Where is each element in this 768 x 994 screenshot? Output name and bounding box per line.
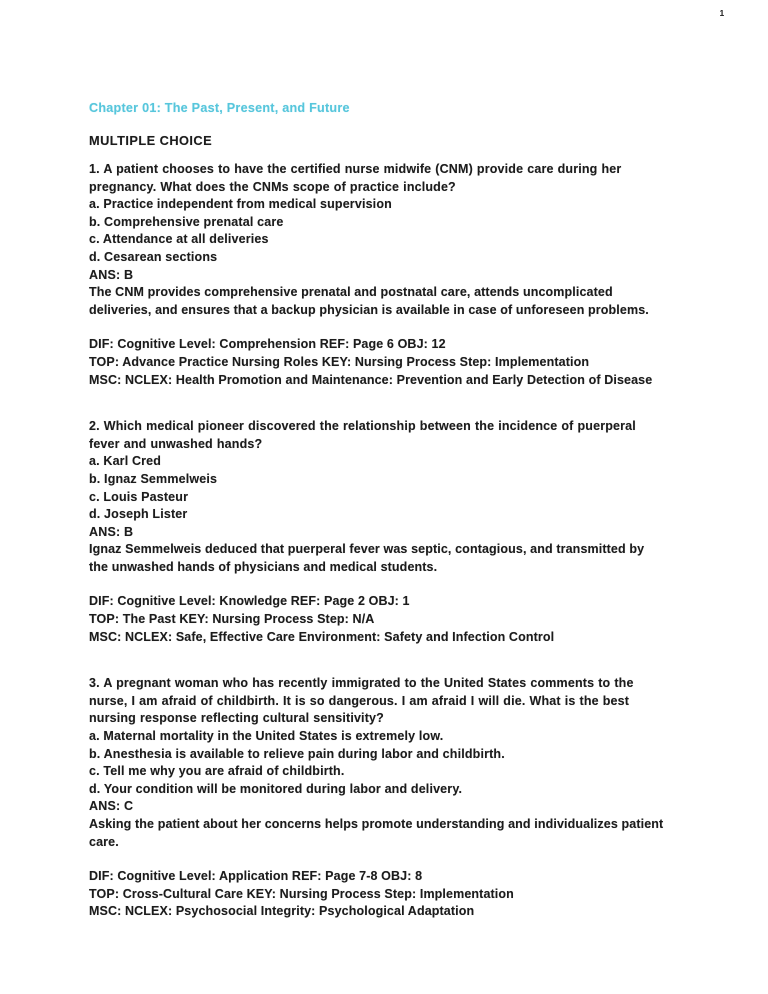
- question-option[interactable]: c. Tell me why you are afraid of childbirth.: [89, 764, 345, 779]
- question-option[interactable]: b. Ignaz Semmelweis: [89, 471, 218, 486]
- metadata-msc-line: MSC: NCLEX: Safe, Effective Care Environment: Safety and Infection Control: [89, 629, 555, 644]
- metadata-dif-line: DIF: Cognitive Level: Application REF: Page 7-8 OBJ: 8: [89, 869, 423, 884]
- question-option[interactable]: d. Joseph Lister: [89, 507, 188, 522]
- block-spacer: [89, 401, 664, 418]
- answer-key: ANS: B: [89, 524, 134, 539]
- metadata-top-line: TOP: Cross-Cultural Care KEY: Nursing Process Step: Implementation: [89, 886, 514, 901]
- question-block: [89, 418, 664, 646]
- question-stem: 3. A pregnant woman who has recently immigrated to the United States comments to the nurse, I am afraid of childbirth. It is so dangerous. I am afraid I will die. What is the best nursing response reflecting cultural sensitivity?: [89, 676, 634, 726]
- metadata-dif-line: DIF: Cognitive Level: Comprehension REF: Page 6 OBJ: 12: [89, 337, 446, 352]
- chapter-title: Chapter 01: The Past, Present, and Future: [89, 101, 350, 115]
- metadata-top-line: TOP: The Past KEY: Nursing Process Step: N/A: [89, 612, 375, 627]
- metadata-top-line: TOP: Advance Practice Nursing Roles KEY: Nursing Process Step: Implementation: [89, 354, 590, 369]
- metadata-dif-line: DIF: Cognitive Level: Knowledge REF: Page 2 OBJ: 1: [89, 594, 410, 609]
- answer-key: ANS: B: [89, 267, 134, 282]
- question-stem: 2. Which medical pioneer discovered the relationship between the incidence of puerperal fever and unwashed hands?: [89, 419, 636, 451]
- answer-rationale: Asking the patient about her concerns helps promote understanding and individualizes patient care.: [89, 817, 664, 849]
- page-number: 1: [719, 8, 725, 18]
- metadata-msc-line: MSC: NCLEX: Health Promotion and Maintenance: Prevention and Early Detection of Disease: [89, 372, 653, 387]
- section-label-multiple-choice: MULTIPLE CHOICE: [89, 132, 213, 148]
- question-option[interactable]: c. Louis Pasteur: [89, 489, 189, 504]
- question-block: [89, 675, 664, 921]
- question-option[interactable]: d. Your condition will be monitored during labor and delivery.: [89, 781, 463, 796]
- metadata-msc-line: MSC: NCLEX: Psychosocial Integrity: Psychological Adaptation: [89, 904, 475, 919]
- answer-rationale: The CNM provides comprehensive prenatal and postnatal care, attends uncomplicated deliveries, and ensures that a backup physician is available in case of unforeseen problems.: [89, 285, 649, 317]
- question-block: [89, 161, 664, 389]
- question-option[interactable]: b. Comprehensive prenatal care: [89, 214, 284, 229]
- question-option[interactable]: a. Karl Cred: [89, 454, 162, 469]
- answer-key: ANS: C: [89, 799, 134, 814]
- question-option[interactable]: a. Maternal mortality in the United States is extremely low.: [89, 729, 444, 744]
- question-metadata: [89, 868, 664, 921]
- question-stem: 1. A patient chooses to have the certified nurse midwife (CNM) provide care during her pregnancy. What does the CNMs scope of practice include?: [89, 162, 622, 194]
- question-metadata: [89, 593, 664, 646]
- question-option[interactable]: b. Anesthesia is available to relieve pain during labor and childbirth.: [89, 746, 505, 761]
- document-content: [89, 100, 664, 933]
- block-spacer: [89, 658, 664, 675]
- question-option[interactable]: d. Cesarean sections: [89, 249, 218, 264]
- question-option[interactable]: c. Attendance at all deliveries: [89, 232, 269, 247]
- answer-rationale: Ignaz Semmelweis deduced that puerperal fever was septic, contagious, and transmitted by the unwashed hands of physicians and medical students.: [89, 542, 645, 574]
- question-option[interactable]: a. Practice independent from medical supervision: [89, 197, 392, 212]
- question-metadata: [89, 336, 664, 389]
